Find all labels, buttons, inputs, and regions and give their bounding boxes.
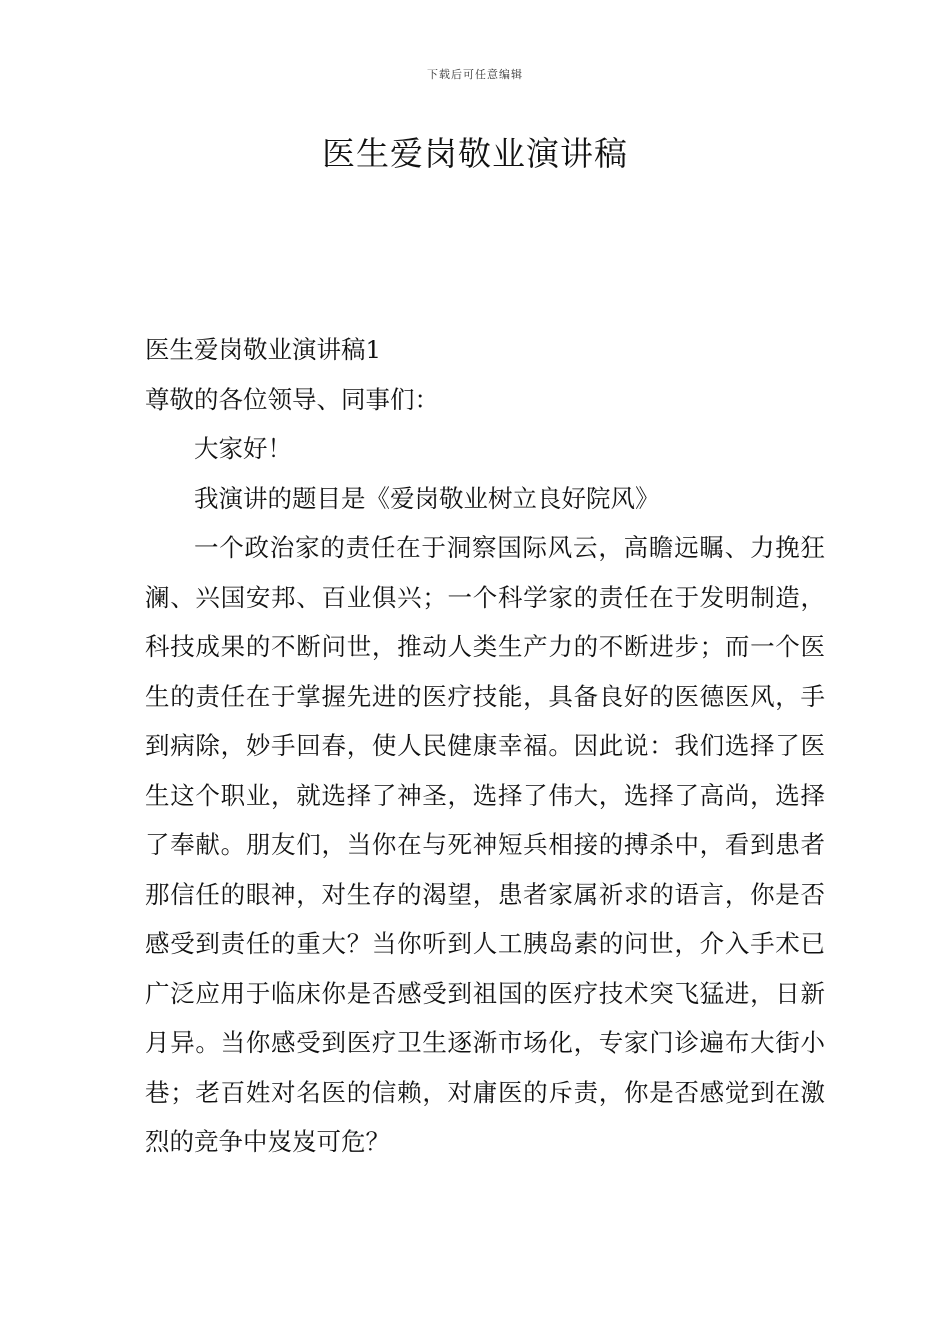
section-heading: 医生爱岗敬业演讲稿1: [145, 335, 382, 364]
body-paragraph: 一个政治家的责任在于洞察国际风云，高瞻远瞩、力挽狂澜、兴国安邦、百业俱兴；一个科学家的责任在于发明制造，科技成果的不断问世，推动人类生产力的不断进步；而一个医生的责任在于掌握先进的医疗技能，具备良好的医德医风，手到病除，妙手回春，使人民健康幸福。因此说：我们选择了医生这个职业，就选择了神圣，选择了伟大，选择了高尚，选择了奉献。朋友们，当你在与死神短兵相接的搏杀中，看到患者那信任的眼神，对生存的渴望，患者家属祈求的语言，你是否感受到责任的重大？当你听到人工胰岛素的问世，介入手术已广泛应用于临床你是否感受到祖国的医疗技术突飞猛进，日新月异。当你感受到医疗卫生逐渐市场化，专家门诊遍布大街小巷；老百姓对名医的信赖，对庸医的斥责，你是否感觉到在激烈的竞争中岌岌可危？: [145, 533, 825, 1156]
topic-line: 我演讲的题目是《爱岗敬业树立良好院风》: [194, 483, 660, 513]
document-title: 医生爱岗敬业演讲稿: [322, 134, 628, 173]
greeting: 大家好！: [194, 434, 292, 463]
salutation: 尊敬的各位领导、同事们：: [145, 384, 439, 414]
document-body: [145, 325, 825, 1167]
page-header-note: 下载后可任意编辑: [427, 68, 523, 81]
